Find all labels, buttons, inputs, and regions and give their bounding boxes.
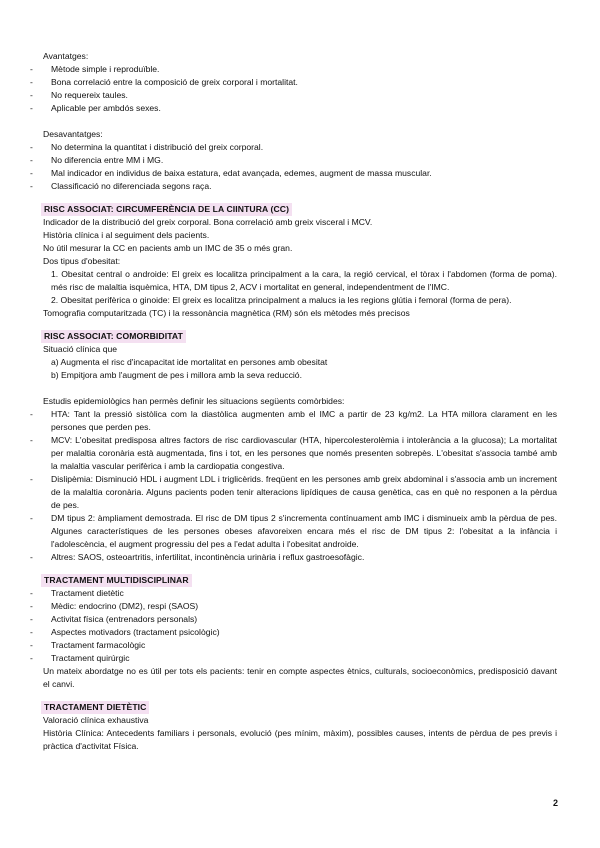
list-item: - MCV: L'obesitat predisposa altres factors de risc cardiovascular (HTA, hipercolesterolèmia i intolerància a la glucosa); La mortalitat per malaltia coronària està augmentada, fins i tot, en les persones que només presenten sobrepès. L'obesitat s'associa també amb la malaltia vascular perifèrica i amb la cardiopatia congestiva. [43, 434, 557, 473]
list-item: - No requereix taules. [43, 89, 557, 102]
section-heading-waist: RISC ASSOCIAT: CIRCUMFERÈNCIA DE LA CIINTURA (CC) [41, 203, 292, 216]
list-item: - HTA: Tant la pressió sistòlica com la diastòlica augmenten amb el IMC a partir de 23 kg/m2. La HTA millora clarament en les persones que perden pes. [43, 408, 557, 434]
paragraph: Un mateix abordatge no es útil per tots els pacients: tenir en compte aspectes ètnics, culturals, socioeconòmics, predisposició davant el canvi. [43, 666, 557, 689]
section-heading-multidisciplinary: TRACTAMENT MULTIDISCIPLINAR [41, 574, 192, 587]
paragraph-line: Valoració clínica exhaustiva [43, 715, 149, 725]
list-item: - Tractament dietètic [43, 587, 557, 600]
paragraph: Història Clínica: Antecedents familiars i personals, evolució (pes mínim, màxim), possibles causes, intents de pèrdua de pes previs i pràctica d'activitat Física. [43, 728, 557, 751]
obesity-type-peripheral: 2. Obesitat perifèrica o ginoide: El greix es localitza principalment a malucs ia les regions glútia i femoral (forma de pera). [51, 295, 512, 305]
list-item: - Aspectes motivadors (tractament psicològic) [43, 626, 557, 639]
list-item: - Altres: SAOS, osteoartritis, infertilitat, incontinència urinària i reflux gastroesofàgic. [43, 551, 557, 564]
list-item: - Tractament quirúrgic [43, 652, 557, 665]
disadvantages-heading: Desavantatges: [43, 129, 103, 139]
page-content [43, 50, 557, 753]
paragraph-line: Estudis epidemiològics han permès definir les situacions següents comòrbides: [43, 396, 345, 406]
list-item: - No diferencia entre MM i MG. [43, 154, 557, 167]
paragraph-line: Història clínica i al seguiment dels pacients. [43, 230, 210, 240]
list-item: - Dislipèmia: Disminució HDL i augment LDL i triglicèrids. freqüent en les persones amb greix abdominal i s'associa amb un increment de la malaltia coronària. Alguns pacients poden tenir alteracions lipídiques de causa genètica, cas en què no responen a la pèrdua de pes. [43, 473, 557, 512]
sub-item: b) Empitjora amb l'augment de pes i millora amb la seva reducció. [51, 370, 302, 380]
list-item: - DM tipus 2: àmpliament demostrada. El risc de DM tipus 2 s'incrementa contínuament amb IMC i disminueix amb la pèrdua de pes. Algunes característiques de les persones obeses afavoreixen encara més el risc de DM tipus 2: l'obesitat a la infància i l'adolescència, el augment progressiu del pes a l'edat adulta i l'obesitat androide. [43, 512, 557, 551]
paragraph-line: Tomografia computaritzada (TC) i la ressonància magnètica (RM) són els mètodes més precisos [43, 308, 410, 318]
obesity-type-central: 1. Obesitat central o androide: El greix es localitza principalment a la cara, la regió cervical, el tòrax i l'abdomen (forma de poma). més risc de malaltia isquèmica, HTA, DM tipus 2, ACV i mortalitat en general, independentment de l'IMC. [51, 269, 557, 292]
page-number: 2 [552, 798, 558, 808]
list-item: - Activitat física (entrenadors personals) [43, 613, 557, 626]
list-item: - No determina la quantitat i distribució del greix corporal. [43, 141, 557, 154]
list-item: - Mal indicador en individus de baixa estatura, edat avançada, edemes, augment de massa muscular. [43, 167, 557, 180]
list-item: - Tractament farmacològic [43, 639, 557, 652]
list-item: - Aplicable per ambdós sexes. [43, 102, 557, 115]
sub-item: a) Augmenta el risc d'incapacitat ide mortalitat en persones amb obesitat [51, 357, 328, 367]
section-heading-comorbidity: RISC ASSOCIAT: COMORBIDITAT [41, 330, 186, 343]
paragraph-line: Situació clínica que [43, 344, 118, 354]
paragraph-line: Dos tipus d'obesitat: [43, 256, 121, 266]
list-item: - Classificació no diferenciada segons raça. [43, 180, 557, 193]
paragraph-line: No útil mesurar la CC en pacients amb un IMC de 35 o més gran. [43, 243, 293, 253]
list-item: - Mèdic: endocrino (DM2), respi (SAOS) [43, 600, 557, 613]
paragraph-line: Indicador de la distribució del greix corporal. Bona correlació amb greix visceral i MCV. [43, 217, 373, 227]
list-item: - Bona correlació entre la composició de greix corporal i mortalitat. [43, 76, 557, 89]
list-item: - Mètode simple i reproduïble. [43, 63, 557, 76]
advantages-heading: Avantatges: [43, 51, 89, 61]
section-heading-diet: TRACTAMENT DIETÈTIC [41, 701, 149, 714]
